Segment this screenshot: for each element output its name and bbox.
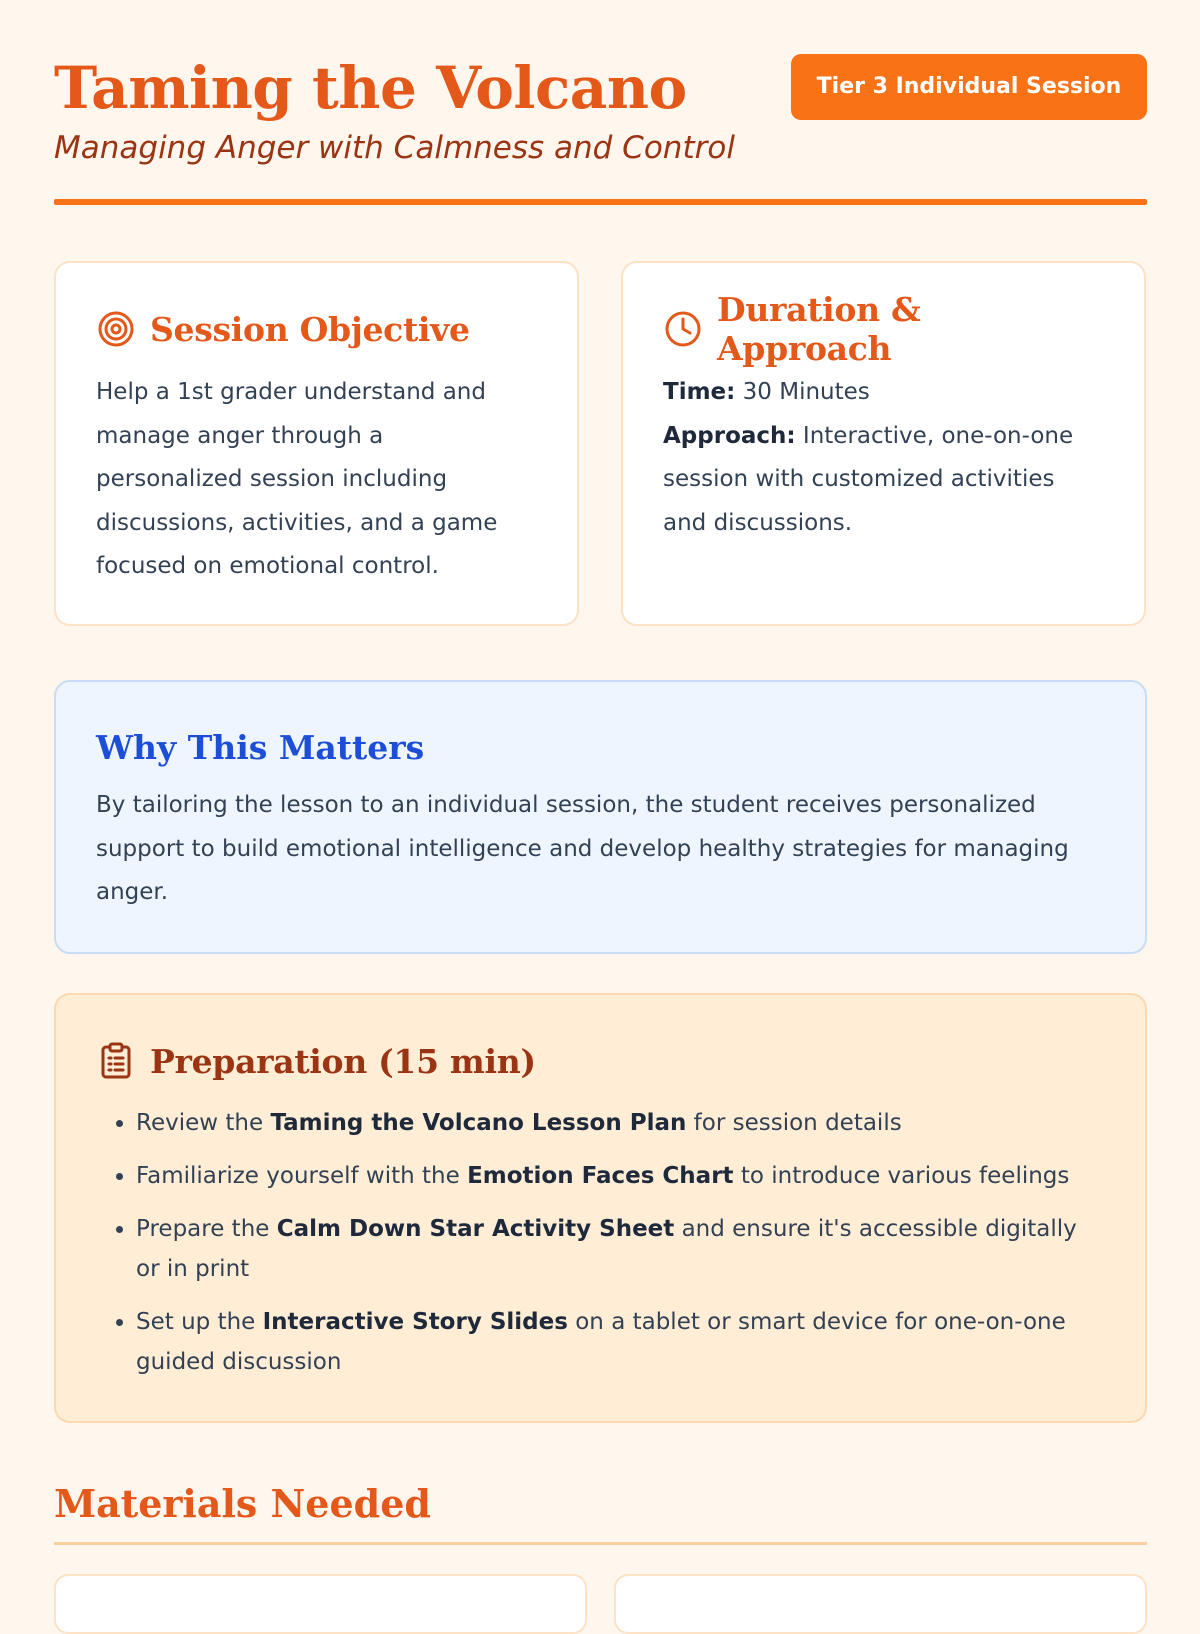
list-item-text: Prepare the: [136, 1216, 277, 1242]
duration-approach-heading: [663, 290, 1104, 368]
list-item-text: on a tablet or smart device for one-on-one guided discussion: [136, 1309, 1066, 1375]
preparation-box: [54, 993, 1147, 1423]
preparation-title: Preparation (15 min): [150, 1041, 536, 1081]
time-value: 30 Minutes: [742, 379, 870, 405]
duration-approach-body: [663, 371, 1104, 545]
preparation-list: [96, 1103, 1105, 1382]
list-item: [136, 1156, 1105, 1196]
clock-icon: [663, 309, 703, 349]
list-item-text: Review the: [136, 1110, 271, 1136]
session-tier-badge: Tier 3 Individual Session: [791, 54, 1147, 120]
list-item-text: for session details: [686, 1110, 902, 1136]
list-item-text: Set up the: [136, 1309, 263, 1335]
duration-approach-card: [621, 261, 1146, 626]
materials-needed-title: Materials Needed: [54, 1481, 431, 1526]
session-objective-title: Session Objective: [150, 309, 470, 349]
header-divider: [54, 199, 1147, 205]
approach-label: Approach:: [663, 422, 796, 449]
time-line: [663, 371, 1104, 415]
list-item-material: Interactive Story Slides: [262, 1309, 568, 1335]
approach-value: Interactive, one-on-one session with customized activities and discussions.: [663, 422, 1074, 536]
why-this-matters-text: By tailoring the lesson to an individual session, the student receives personalized support to build emotional intelligence and develop healthy strategies for managing anger.: [96, 792, 1069, 905]
target-icon: [96, 309, 136, 349]
list-item-text: and ensure it's accessible digitally or in print: [136, 1216, 1077, 1282]
session-objective-card: [54, 261, 579, 626]
session-objective-text: Help a 1st grader understand and manage anger through a personalized session including discussions, activities, and a game focused on emotional control.: [96, 379, 498, 579]
list-item-text: to introduce various feelings: [733, 1163, 1070, 1189]
why-this-matters-title: Why This Matters: [96, 728, 425, 767]
materials-divider: [54, 1542, 1147, 1545]
time-label: Time:: [663, 379, 736, 405]
material-card: [54, 1574, 587, 1634]
page-subtitle: Managing Anger with Calmness and Control: [54, 130, 735, 166]
header: [54, 0, 1147, 208]
list-item: [136, 1103, 1105, 1143]
duration-approach-title: Duration & Approach: [717, 290, 921, 368]
overview-cards: [54, 261, 1147, 626]
session-objective-heading: [96, 303, 537, 355]
list-item-material: Calm Down Star Activity Sheet: [276, 1216, 675, 1242]
approach-line: [663, 415, 1104, 546]
list-item-text: Familiarize yourself with the: [136, 1163, 468, 1189]
material-card: [614, 1574, 1147, 1634]
list-item: [136, 1302, 1105, 1382]
list-item-material: Taming the Volcano Lesson Plan: [270, 1110, 687, 1136]
lesson-page: [54, 0, 1147, 1526]
list-item-material: Emotion Faces Chart: [467, 1163, 734, 1189]
page-title: Taming the Volcano: [54, 54, 687, 122]
why-this-matters-box: [54, 680, 1147, 954]
clipboard-icon: [96, 1041, 136, 1081]
list-item: [136, 1209, 1105, 1289]
preparation-heading: [96, 1035, 1105, 1087]
session-objective-body: [96, 371, 537, 589]
